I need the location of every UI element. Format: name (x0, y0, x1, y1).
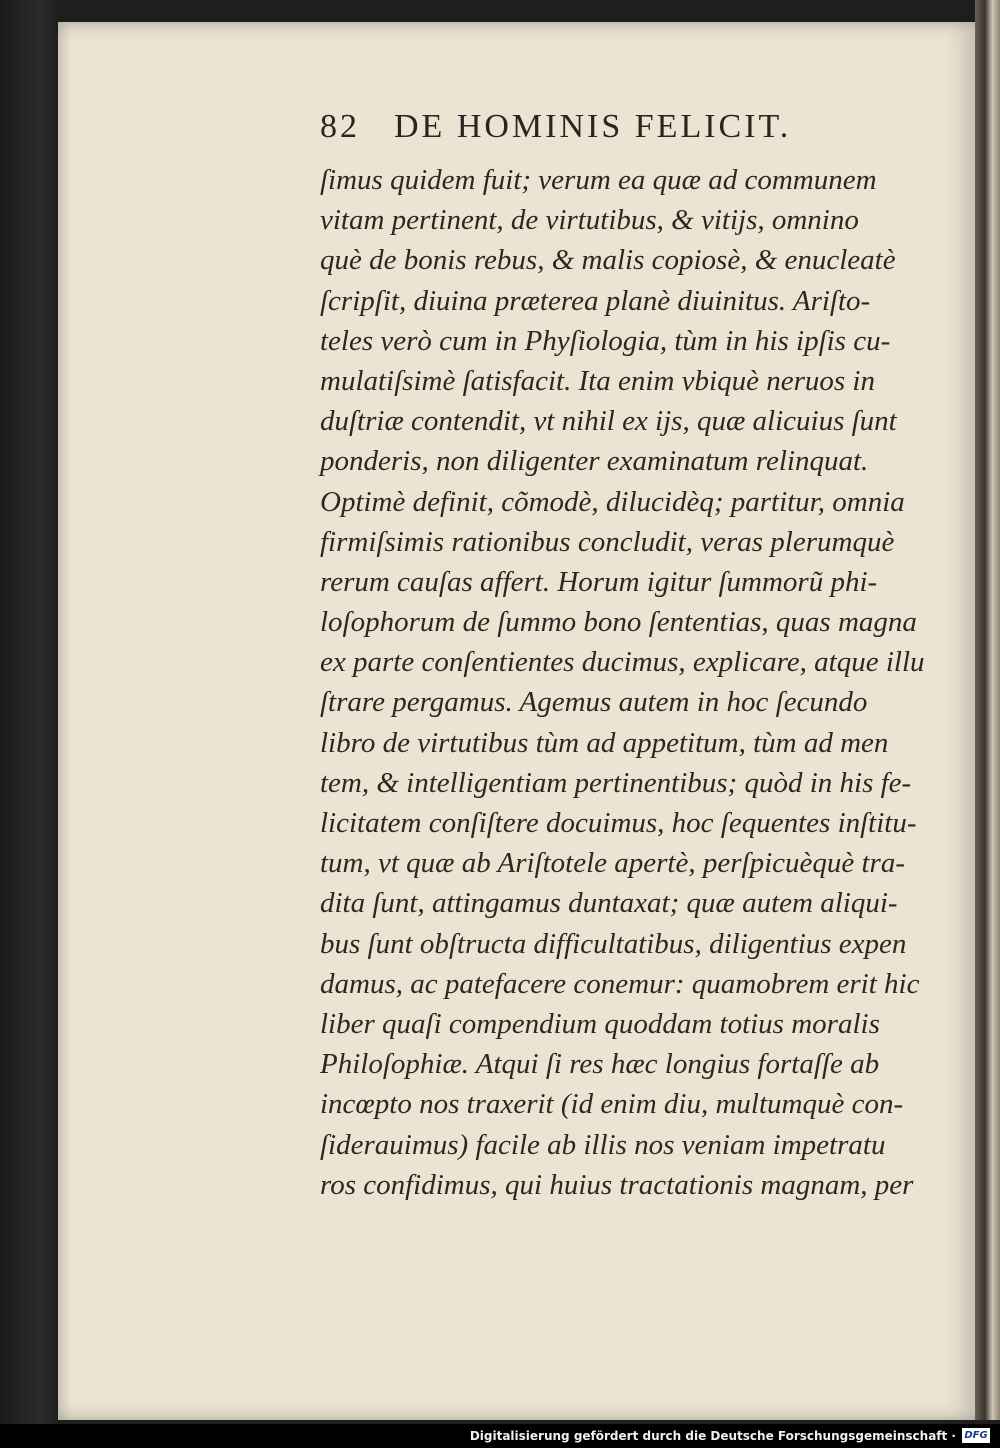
text-line: ſtrare pergamus. Agemus autem in hoc ſecundo (320, 686, 868, 719)
page-number: 82 (320, 108, 360, 145)
text-line: Optimè definit, cõmodè, dilucidèq; partitur, omnia (320, 485, 905, 518)
dfg-logo: DFG (962, 1428, 990, 1443)
text-line: firmiſsimis rationibus concludit, veras plerumquè (320, 525, 895, 558)
text-line: licitatem conſiſtere docuimus, hoc ſequentes inſtitu- (320, 807, 917, 839)
text-line: dita ſunt, attingamus duntaxat; quæ autem aliqui- (320, 887, 898, 920)
text-line: rerum cauſas affert. Horum igitur ſummorũ phi- (320, 565, 878, 598)
text-line: damus, ac patefacere conemur: quamobrem erit hic (320, 967, 920, 1000)
footer-bar (0, 1424, 1000, 1448)
text-line: duſtriæ contendit, vt nihil ex ijs, quæ alicuius ſunt (320, 405, 897, 438)
body-text (320, 160, 940, 1205)
text-line: teles verò cum in Phyſiologia, tùm in his ipſis cu- (320, 324, 891, 357)
text-line: ex parte conſentientes ducimus, explicare, atque illu (320, 646, 925, 679)
text-line: tum, vt quæ ab Ariſtotele apertè, perſpicuèquè tra- (320, 847, 905, 880)
text-line: incœpto nos traxerit (id enim diu, multumquè con- (320, 1088, 904, 1121)
text-line: libro de virtutibus tùm ad appetitum, tùm ad men (320, 726, 889, 759)
text-line: què de bonis rebus, & malis copiosè, & enucleatè (320, 244, 896, 277)
text-line: ſcripſit, diuina præterea planè diuinitus. Ariſto- (320, 284, 871, 317)
text-line: ponderis, non diligenter examinatum relinquat. (320, 445, 869, 478)
text-line: ros confidimus, qui huius tractationis magnam, per (320, 1168, 914, 1201)
footer-credit: Digitalisierung gefördert durch die Deutsche Forschungsgemeinschaft · (469, 1429, 956, 1443)
running-head-title: DE HOMINIS FELICIT. (394, 108, 792, 145)
page-edge (975, 0, 1000, 1420)
running-head (320, 108, 880, 152)
text-line: loſophorum de ſummo bono ſententias, quas magna (320, 606, 917, 639)
text-line: bus ſunt obſtructa difficultatibus, diligentius expen (320, 927, 907, 960)
text-line: mulatiſsimè ſatisfacit. Ita enim vbiquè neruos in (320, 364, 875, 397)
text-line: tem, & intelligentiam pertinentibus; quòd in his fe- (320, 766, 912, 799)
text-line: Philoſophiæ. Atqui ſi res hæc longius fortaſſe ab (320, 1048, 880, 1081)
text-line: ſiderauimus) facile ab illis nos veniam impetratu (320, 1128, 886, 1161)
text-line: vitam pertinent, de virtutibus, & vitijs, omnino (320, 204, 859, 237)
text-line: liber quaſi compendium quoddam totius moralis (320, 1007, 880, 1040)
text-line: ſimus quidem fuit; verum ea quæ ad communem (320, 164, 877, 196)
